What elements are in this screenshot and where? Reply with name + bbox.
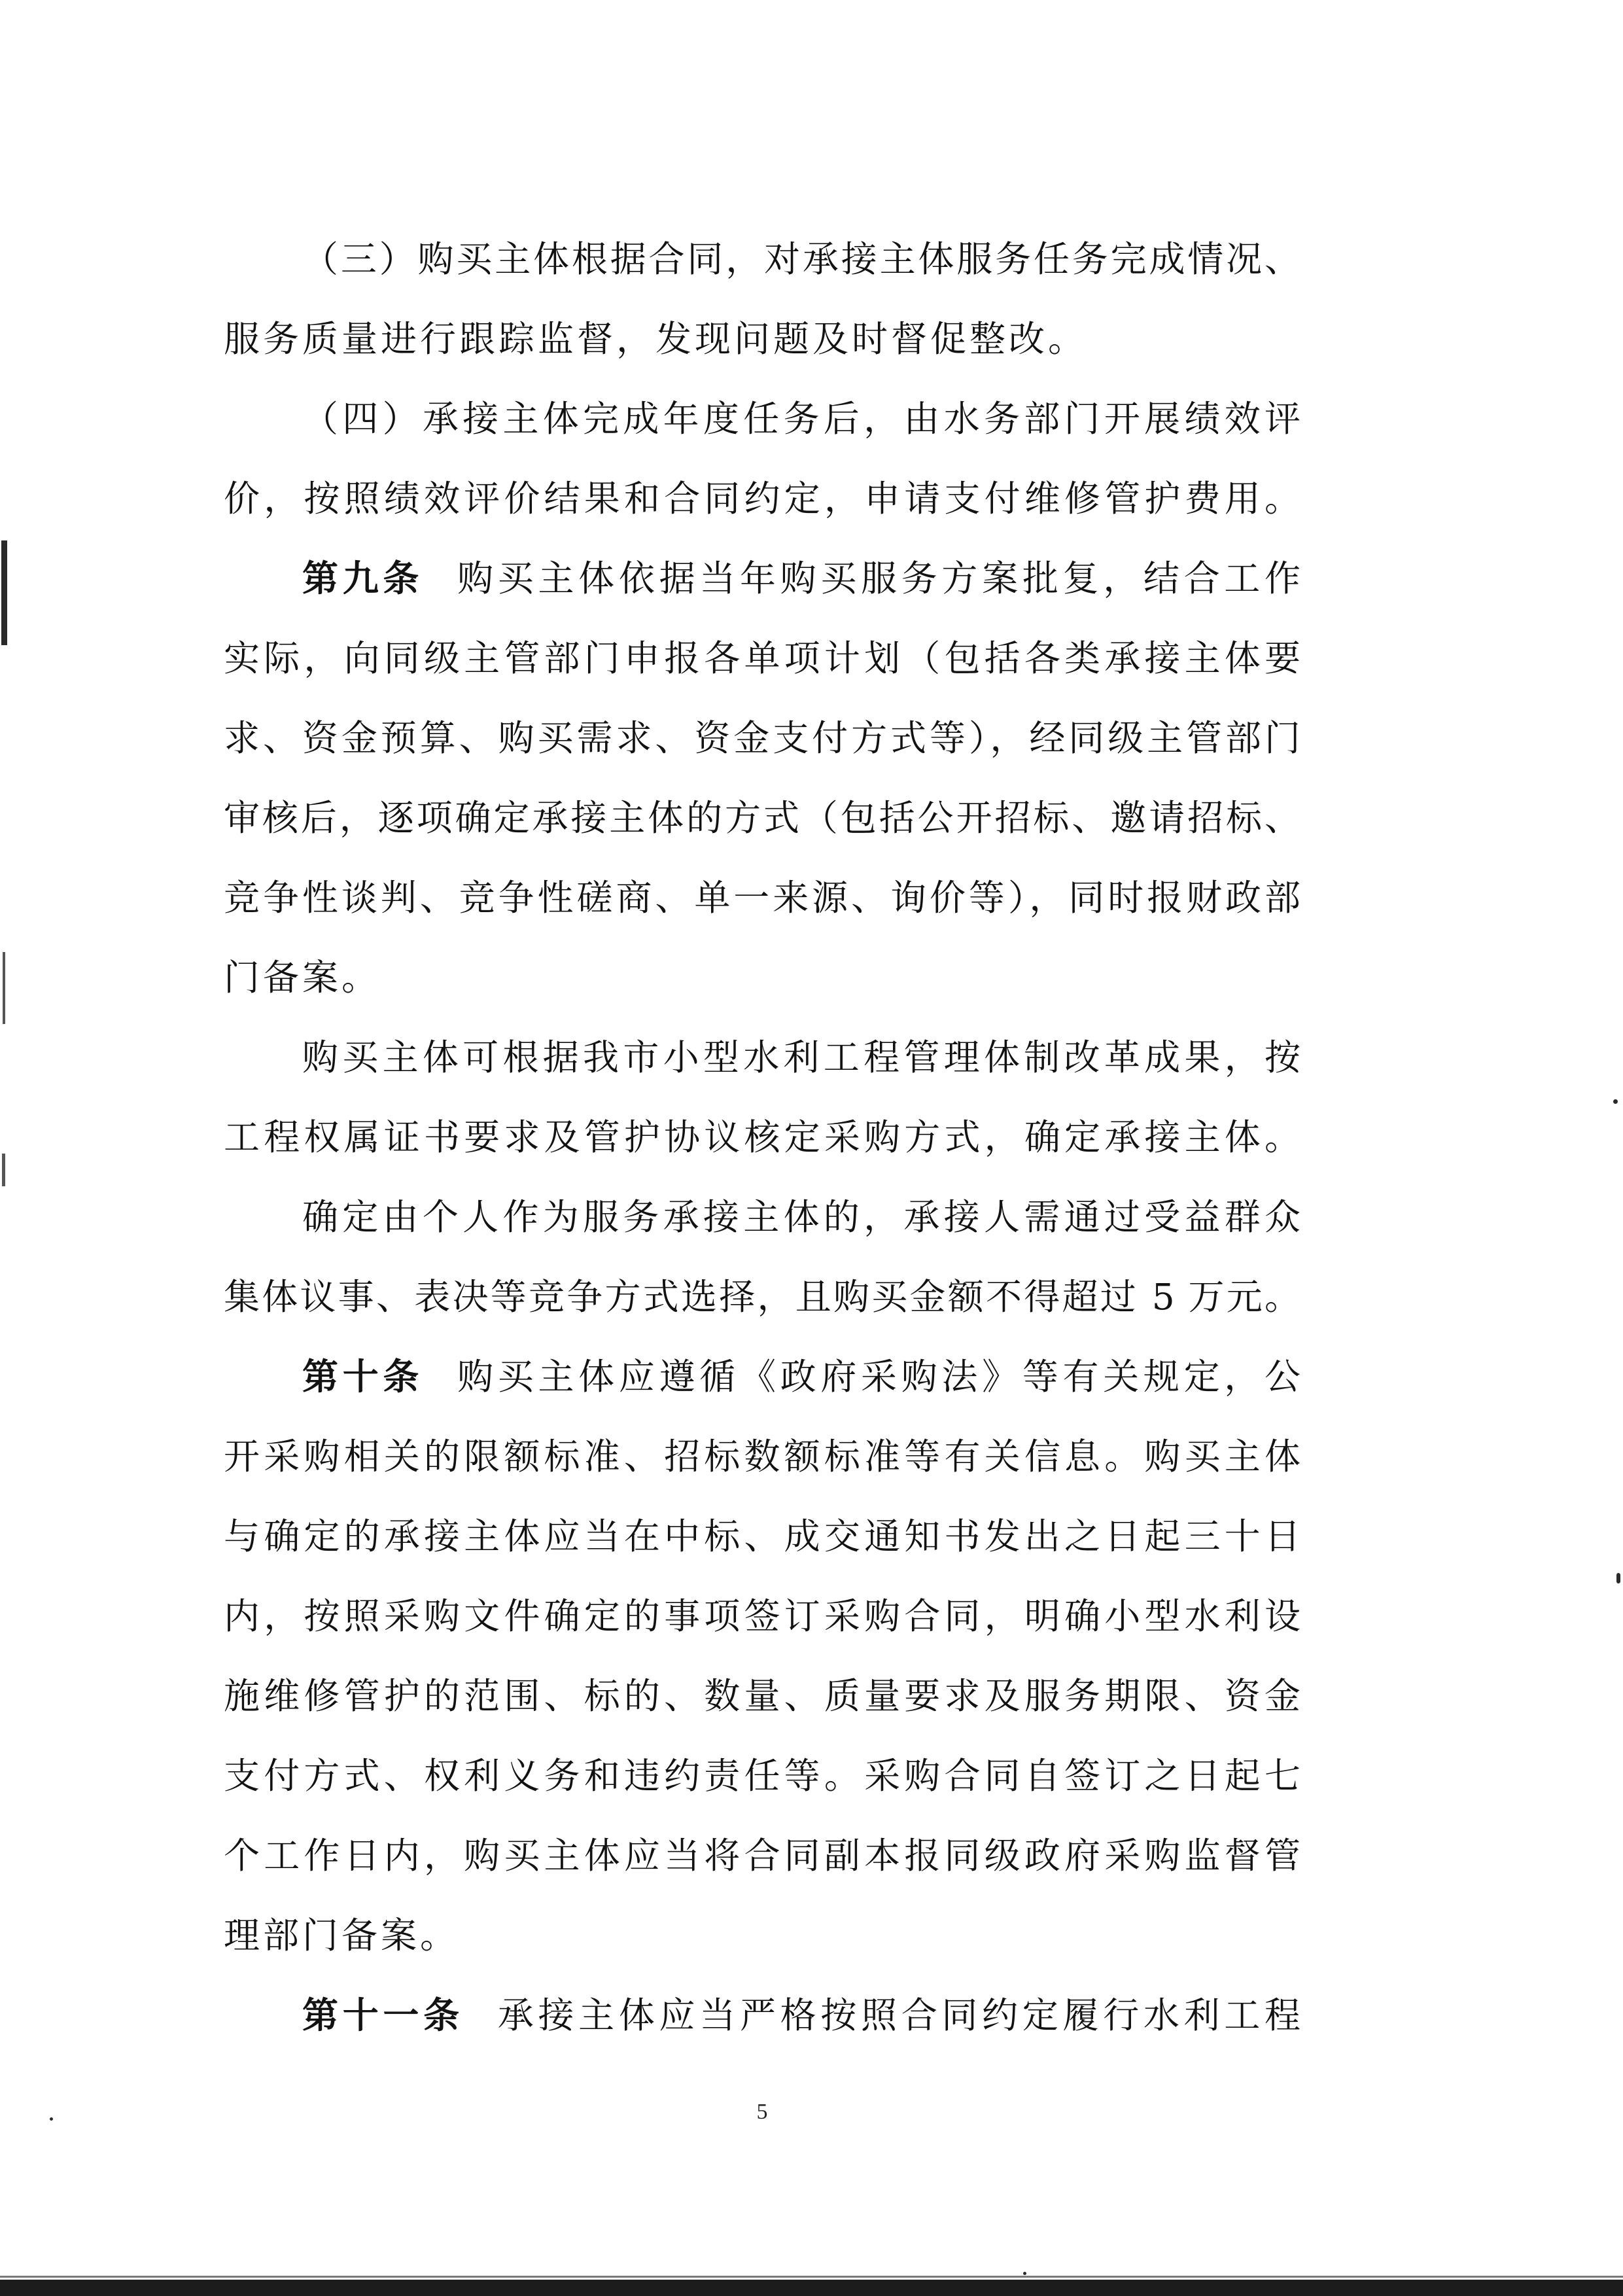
- text-line: 审核后，逐项确定承接主体的方式（包括公开招标、邀请招标、: [224, 797, 1300, 839]
- text-line-content: 承接主体应当严格按照合同约定履行水利工程: [497, 1994, 1300, 2036]
- paragraph: [224, 219, 1300, 379]
- scan-mark: [3, 952, 5, 1024]
- text-line-content: 购买主体应遵循《政府采购法》等有关规定，公: [457, 1356, 1300, 1398]
- text-line: （四）承接主体完成年度任务后，由水务部门开展绩效评: [302, 398, 1300, 440]
- text-line: 购买主体可根据我市小型水利工程管理体制改革成果，按: [302, 1036, 1300, 1078]
- text-line: 支付方式、权利义务和违约责任等。采购合同自签订之日起七: [224, 1755, 1300, 1797]
- text-line: 实际，向同级主管部门申报各单项计划（包括各类承接主体要: [224, 637, 1300, 679]
- text-line: 开采购相关的限额标准、招标数额标准等有关信息。购买主体: [224, 1436, 1300, 1477]
- text-line: [224, 1337, 1300, 1417]
- text-line: 工程权属证书要求及管护协议核定采购方式，确定承接主体。: [224, 1116, 1300, 1158]
- text-line: 施维修管护的范围、标的、数量、质量要求及服务期限、资金: [224, 1675, 1300, 1717]
- scan-mark: [1613, 1099, 1618, 1104]
- paragraph: [224, 379, 1300, 539]
- text-line: [224, 1975, 1300, 2055]
- scan-mark: [50, 2117, 53, 2121]
- article-paragraph: [224, 1975, 1300, 2055]
- text-line: 理部门备案。: [224, 1915, 460, 1956]
- text-line: 集体议事、表决等竞争方式选择，且购买金额不得超过 5 万元。: [224, 1276, 1300, 1318]
- text-line: 确定由个人作为服务承接主体的，承接人需通过受益群众: [302, 1196, 1300, 1238]
- text-line: 门备案。: [224, 957, 381, 998]
- paragraph: [224, 1177, 1300, 1337]
- scan-mark: [1616, 1573, 1620, 1583]
- text-line-content: 购买主体依据当年购买服务方案批复，结合工作: [457, 557, 1300, 599]
- text-line: 求、资金预算、购买需求、资金支付方式等），经同级主管部门: [224, 717, 1300, 759]
- text-line: 个工作日内，购买主体应当将合同副本报同级政府采购监督管: [224, 1835, 1300, 1877]
- text-line: [224, 539, 1300, 618]
- scan-mark: [1, 540, 7, 645]
- scan-edge-line: [0, 2276, 1623, 2278]
- scan-edge-bar: [0, 2280, 1623, 2296]
- article-heading: 第十条: [302, 1355, 424, 1398]
- text-line: 价，按照绩效评价结果和合同约定，申请支付维修管护费用。: [224, 478, 1300, 520]
- article-heading: 第九条: [302, 557, 424, 599]
- page-number: 5: [756, 2100, 768, 2124]
- paragraph: [224, 1017, 1300, 1177]
- text-line: 竞争性谈判、竞争性磋商、单一来源、询价等），同时报财政部: [224, 877, 1300, 919]
- text-line: 内，按照采购文件确定的事项签订采购合同，明确小型水利设: [224, 1595, 1300, 1637]
- document-body: [224, 219, 1300, 2055]
- article-heading: 第十一条: [302, 1994, 464, 2036]
- article-paragraph: [224, 1337, 1300, 1975]
- text-line: 与确定的承接主体应当在中标、成交通知书发出之日起三十日: [224, 1515, 1300, 1557]
- scan-mark: [1023, 2272, 1026, 2275]
- article-paragraph: [224, 539, 1300, 1017]
- text-line: 服务质量进行跟踪监督，发现问题及时督促整改。: [224, 318, 1088, 360]
- scan-mark: [2, 1154, 5, 1186]
- text-line: （三）购买主体根据合同，对承接主体服务任务完成情况、: [302, 238, 1300, 280]
